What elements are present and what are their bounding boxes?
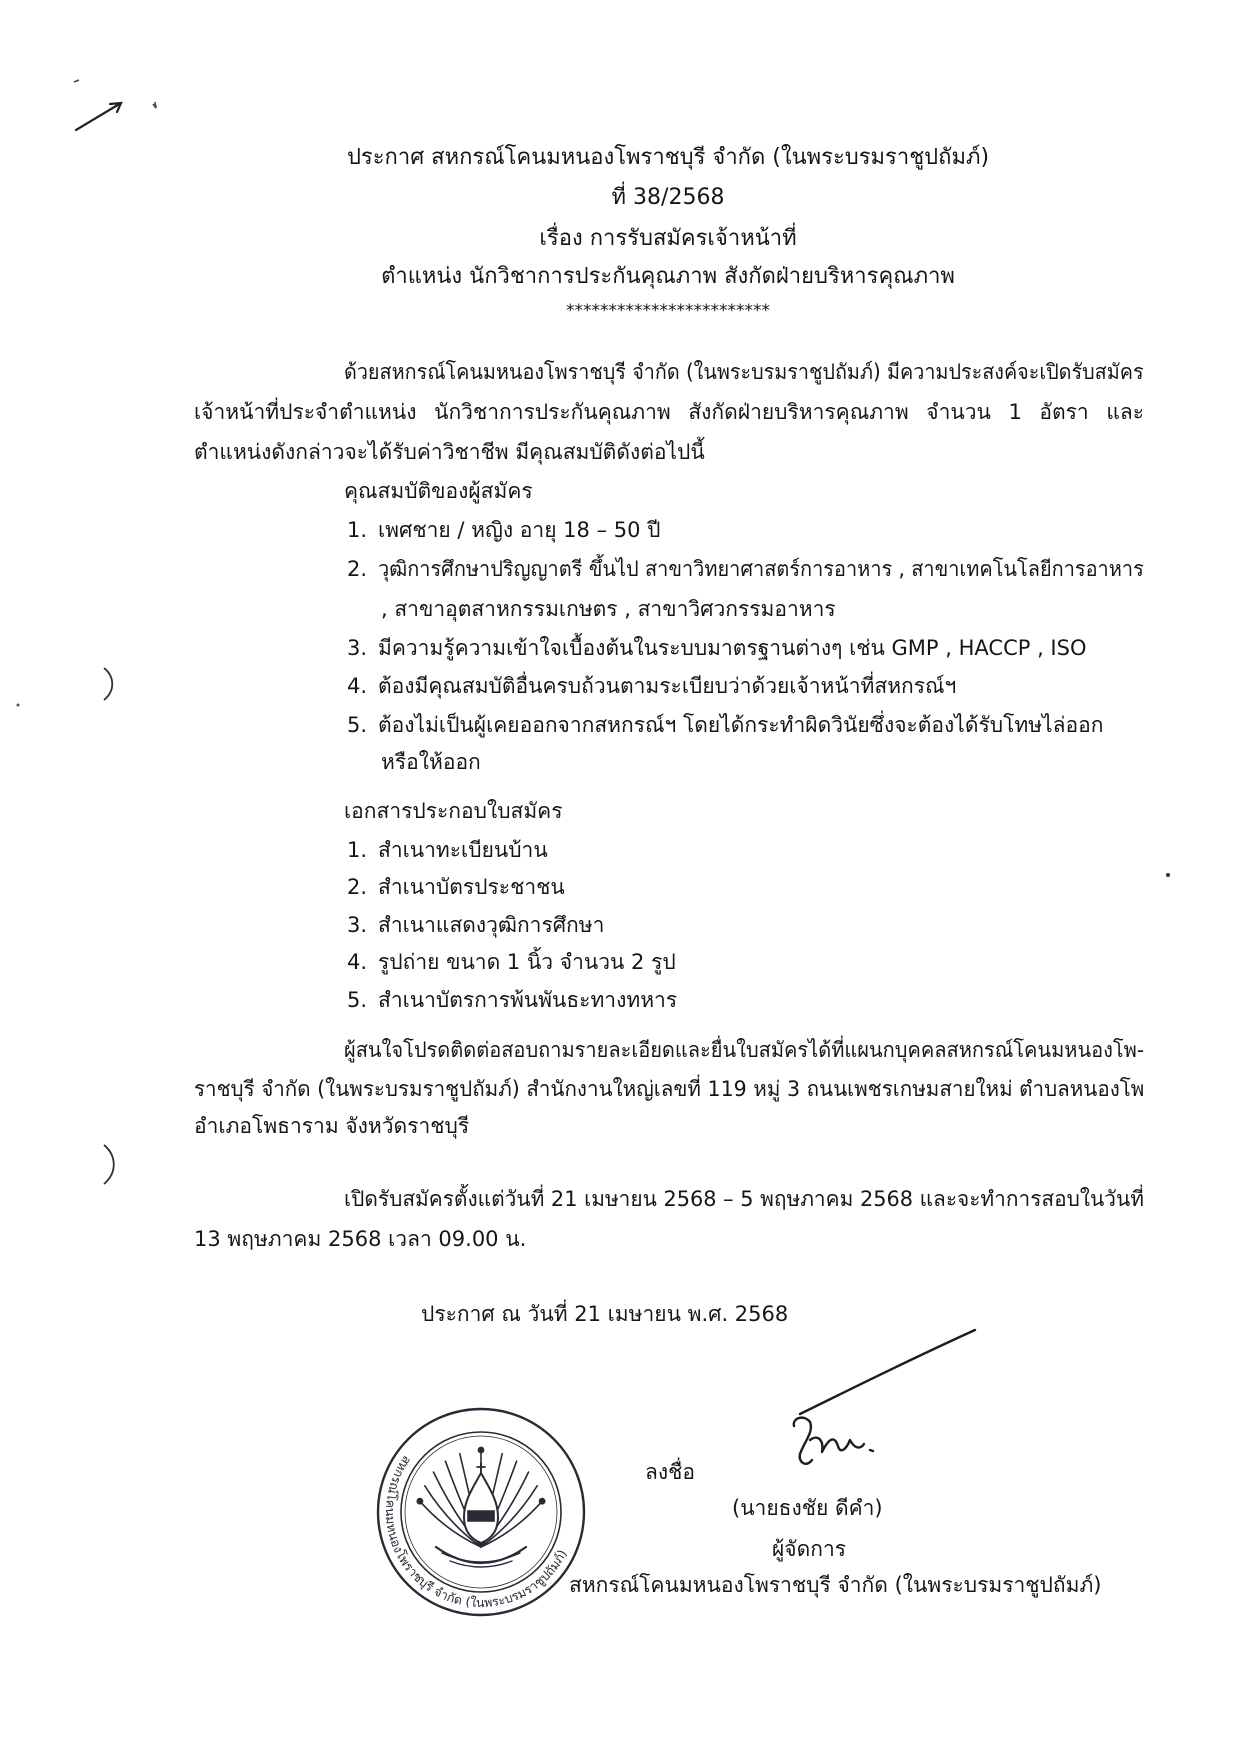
margin-punch-mark <box>104 668 112 700</box>
item-text-continued: หรือให้ออก <box>381 750 481 774</box>
item-text: ต้องมีคุณสมบัติอื่นครบถ้วนตามระเบียบว่าด้วยเจ้าหน้าที่สหกรณ์ฯ <box>378 674 957 698</box>
margin-pen-mark <box>76 103 121 130</box>
item-number: 3. <box>347 636 368 660</box>
item-number: 2. <box>347 875 368 899</box>
emblem-vase-tip <box>477 1463 485 1473</box>
item-text: สำเนาทะเบียนบ้าน <box>378 838 548 862</box>
signatory-name: (นายธงชัย ดีคำ) <box>732 1496 883 1520</box>
schedule-line: 13 พฤษภาคม 2568 เวลา 09.00 น. <box>194 1227 527 1251</box>
signature-stroke <box>800 1330 975 1414</box>
signatory-title: ผู้จัดการ <box>772 1537 847 1561</box>
position-line: ตำแหน่ง นักวิชาการประกันคุณภาพ สังกัดฝ่ายบริหารคุณภาพ <box>381 264 955 289</box>
intro-line: เจ้าหน้าที่ประจำตำแหน่ง นักวิชาการประกันคุณภาพ สังกัดฝ่ายบริหารคุณภาพ จำนวน 1 อัตรา และ <box>194 400 1144 424</box>
item-text: เพศชาย / หญิง อายุ 18 – 50 ปี <box>378 518 661 542</box>
signature-stroke <box>810 1438 864 1452</box>
item-text: สำเนาแสดงวุฒิการศึกษา <box>378 913 605 937</box>
item-text: สำเนาบัตรการพ้นพันธะทางทหาร <box>378 988 678 1012</box>
contact-line: ราชบุรี จำกัด (ในพระบรมราชูปถัมภ์) สำนักงานใหญ่เลขที่ 119 หมู่ 3 ถนนเพชรเกษมสายใหม่ ตำบลหนองโพ <box>194 1077 1145 1101</box>
announcement-number: ที่ 38/2568 <box>611 185 725 210</box>
item-number: 5. <box>347 988 368 1012</box>
title-separator: ************************ <box>566 301 770 321</box>
emblem-dot <box>478 1447 483 1452</box>
schedule-line: เปิดรับสมัครตั้งแต่วันที่ 21 เมษายน 2568 – 5 พฤษภาคม 2568 และจะทำการสอบในวันที่ <box>344 1187 1145 1211</box>
signatory-organization: สหกรณ์โคนมหนองโพราชบุรี จำกัด (ในพระบรมราชูปถัมภ์) <box>569 1573 1102 1597</box>
scan-dot <box>1166 873 1170 877</box>
announcement-title: ประกาศ สหกรณ์โคนมหนองโพราชบุรี จำกัด (ในพระบรมราชูปถัมภ์) <box>346 145 990 170</box>
qualifications-heading: คุณสมบัติของผู้สมัคร <box>344 479 533 503</box>
signature-stroke <box>870 1450 873 1451</box>
item-text: รูปถ่าย ขนาด 1 นิ้ว จำนวน 2 รูป <box>378 950 676 974</box>
documents-heading: เอกสารประกอบใบสมัคร <box>344 799 563 823</box>
margin-punch-mark <box>104 1145 114 1184</box>
intro-line: ตำแหน่งดังกล่าวจะได้รับค่าวิชาชีพ มีคุณสมบัติดังต่อไปนี้ <box>194 440 705 464</box>
intro-line: ด้วยสหกรณ์โคนมหนองโพราชบุรี จำกัด (ในพระบรมราชูปถัมภ์) มีความประสงค์จะเปิดรับสมัคร <box>344 360 1144 384</box>
subject-line: เรื่อง การรับสมัครเจ้าหน้าที่ <box>539 226 797 251</box>
seal-text-path: สหกรณ์โคนมหนองโพราชบุรี จำกัด (ในพระบรมราชูปถัมภ์) <box>382 1453 570 1610</box>
official-seal-stamp <box>376 1407 586 1617</box>
scan-dot <box>17 704 20 707</box>
item-number: 3. <box>347 913 368 937</box>
item-number: 2. <box>347 557 368 581</box>
emblem-vase <box>464 1473 498 1543</box>
contact-line: อำเภอโพธาราม จังหวัดราชบุรี <box>194 1114 470 1138</box>
emblem-vase-band <box>468 1511 494 1521</box>
item-text: ต้องไม่เป็นผู้เคยออกจากสหกรณ์ฯ โดยได้กระทำผิดวินัยซึ่งจะต้องได้รับโทษไล่ออก <box>378 713 1104 737</box>
emblem-dot <box>417 1499 422 1504</box>
item-number: 4. <box>347 950 368 974</box>
sign-label: ลงชื่อ <box>645 1460 695 1484</box>
item-text: สำเนาบัตรประชาชน <box>378 875 565 899</box>
handwritten-signature <box>770 1322 990 1472</box>
emblem-dot <box>540 1499 545 1504</box>
item-text-continued: , สาขาอุตสาหกรรมเกษตร , สาขาวิศวกรรมอาหาร <box>381 597 836 621</box>
item-text: มีความรู้ความเข้าใจเบื้องต้นในระบบมาตรฐานต่างๆ เช่น GMP , HACCP , ISO <box>378 636 1087 660</box>
item-number: 4. <box>347 674 368 698</box>
item-text: วุฒิการศึกษาปริญญาตรี ขึ้นไป สาขาวิทยาศาสตร์การอาหาร , สาขาเทคโนโลยีการอาหาร <box>378 557 1144 581</box>
item-number: 5. <box>347 713 368 737</box>
contact-line: ผู้สนใจโปรดติดต่อสอบถามรายละเอียดและยื่นใบสมัครได้ที่แผนกบุคคลสหกรณ์โคนมหนองโพ- <box>344 1038 1145 1062</box>
item-number: 1. <box>347 518 368 542</box>
announcement-date: ประกาศ ณ วันที่ 21 เมษายน พ.ศ. 2568 <box>421 1302 789 1326</box>
item-number: 1. <box>347 838 368 862</box>
seal-emblem <box>417 1447 544 1567</box>
emblem-bowl-line <box>442 1553 520 1567</box>
